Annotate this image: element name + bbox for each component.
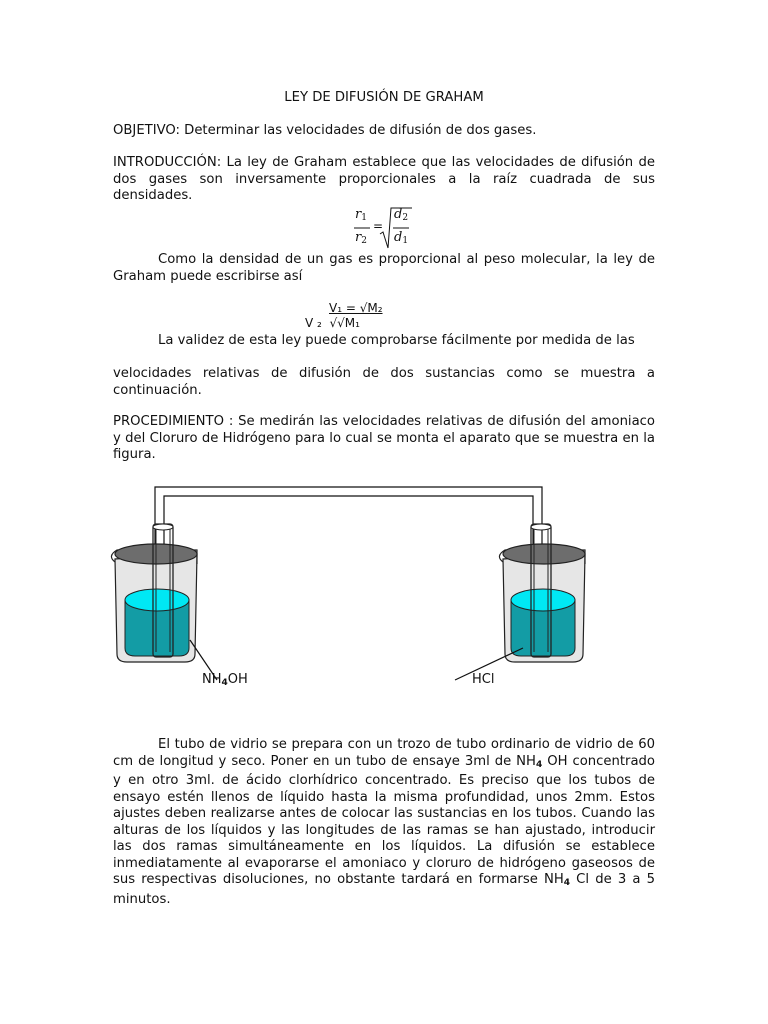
graham-formula-molecular-weight: [305, 300, 415, 334]
left-beaker: [111, 524, 197, 662]
objective-paragraph: OBJETIVO: Determinar las velocidades de difusión de dos gases.: [113, 123, 537, 138]
formula-r2: $r_2$: [355, 230, 367, 246]
label-hydrochloric-acid: HCl: [472, 672, 495, 687]
diffusion-apparatus-diagram: [105, 484, 605, 694]
density-paragraph: Como la densidad de un gas es proporcional al peso molecular, la ley de Graham puede escribirse así: [113, 252, 655, 284]
introduction-paragraph: INTRODUCCIÓN: La ley de Graham establece que las velocidades de difusión de dos gases son inversamente proporcionales a la raíz cuadrada de sus densidades.: [113, 155, 655, 203]
glass-tube-inner: [164, 496, 533, 656]
formula-d1: $d_1$: [394, 230, 409, 246]
right-beaker: [499, 524, 585, 662]
apparatus-illustration: [105, 484, 605, 694]
document-title: LEY DE DIFUSIÓN DE GRAHAM: [284, 90, 484, 105]
formula-equals: =: [373, 219, 384, 233]
formula2-bottom: V ₂ √√M₁: [305, 316, 360, 330]
validity-paragraph-line2: velocidades relativas de difusión de dos sustancias como se muestra a continuación.: [113, 366, 655, 398]
glass-tube-outer: [155, 487, 542, 656]
graham-formula-density: [352, 206, 422, 252]
formula-r1: $r_1$: [355, 207, 367, 223]
formula-d2: $d_2$: [394, 207, 409, 223]
formula2-top: V₁ = √M₂: [329, 301, 383, 315]
procedure-details-paragraph: El tubo de vidrio se prepara con un trozo de tubo ordinario de vidrio de 60 cm de longitud y seco. Poner en un tubo de ensaye 3ml de $NH_4$ OH concentrado y en otro 3ml. de ácido clorhídrico concentrado. Es preciso que los tubos de ensayo estén llenos de líquido hasta la misma profundidad, unos 2mm. Estos ajustes deben realizarse antes de colocar las sustancias en los tubos. Cuando las alturas de los líquidos y las longitudes de las ramas se han ajustado, introducir las dos ramas simultáneamente en los líquidos. La difusión se establece inmediatamente al evaporarse el amoniaco y cloruro de hidrógeno gaseosos de sus respectivas disoluciones, no obstante tardará en formarse $NH_4$ Cl de 3 a 5 minutos.: [113, 737, 655, 907]
validity-paragraph-line1: La validez de esta ley puede comprobarse fácilmente por medida de las: [158, 333, 635, 348]
procedure-paragraph: PROCEDIMIENTO : Se medirán las velocidades relativas de difusión del amoniaco y del Cloruro de Hidrógeno para lo cual se monta el aparato que se muestra en la figura.: [113, 414, 655, 462]
label-ammonium-hydroxide: $NH_4OH$: [202, 672, 248, 688]
